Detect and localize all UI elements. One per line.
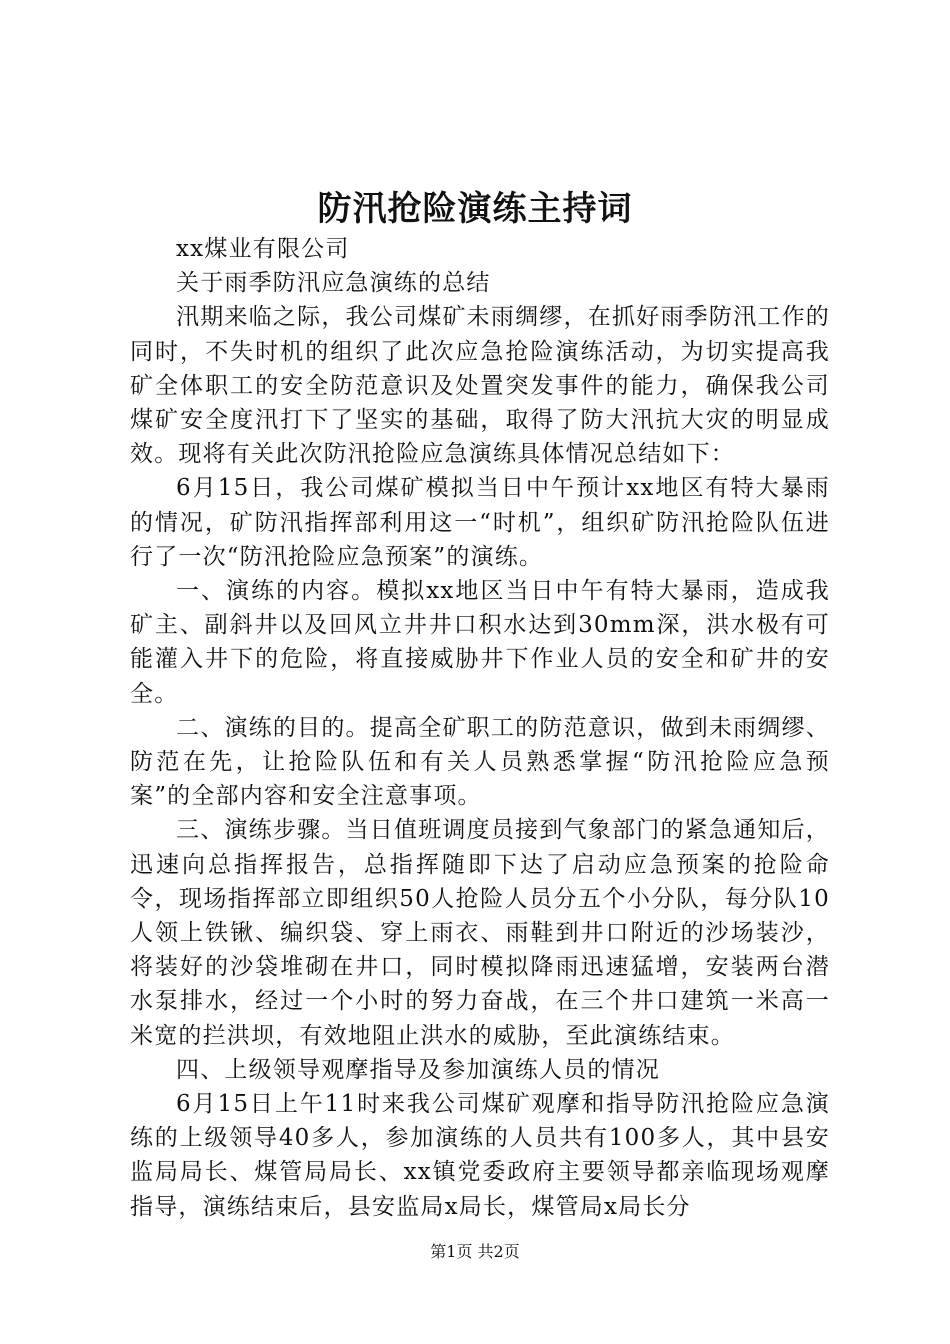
paragraph-intro: 汛期来临之际，我公司煤矿未雨绸缪，在抓好雨季防汛工作的同时，不失时机的组织了此次应急抢险演练活动，为切实提高我矿全体职工的安全防范意识及处置突发事件的能力，确保我公司煤矿安全度汛打下了坚实的基础，取得了防大汛抗大灾的明显成效。现将有关此次防汛抢险应急演练具体情况总结如下： <box>130 304 830 468</box>
company-line: xx煤业有限公司 <box>176 236 350 262</box>
paragraph-steps: 三、演练步骤。当日值班调度员接到气象部门的紧急通知后，迅速向总指挥报告，总指挥随即下达了启动应急预案的抢险命令，现场指挥部立即组织50人抢险人员分五个小分队，每分队10人领上铁锹、编织袋、穿上雨衣、雨鞋到井口附近的沙场装沙，将装好的沙袋堆砌在井口，同时模拟降雨迅速猛增，安装两台潜水泵排水，经过一个小时的努力奋战，在三个井口建筑一米高一米宽的拦洪坝，有效地阻止洪水的威胁，至此演练结束。 <box>130 817 830 1049</box>
page-footer: 第1页 共2页 <box>430 1242 520 1261</box>
document-title: 防汛抢险演练主持词 <box>317 189 633 229</box>
paragraph-overview: 6月15日，我公司煤矿模拟当日中午预计xx地区有特大暴雨的情况，矿防汛指挥部利用这一“时机”，组织矿防汛抢险队伍进行了一次“防汛抢险应急预案”的演练。 <box>130 475 830 570</box>
subtitle-line: 关于雨季防汛应急演练的总结 <box>176 270 491 297</box>
paragraph-purpose: 二、演练的目的。提高全矿职工的防范意识，做到未雨绸缪、防范在先，让抢险队伍和有关人员熟悉掌握“防汛抢险应急预案”的全部内容和安全注意事项。 <box>130 714 830 810</box>
document-body <box>130 232 830 1224</box>
paragraph-section-four-heading: 四、上级领导观摩指导及参加演练人员的情况 <box>176 1056 660 1083</box>
paragraph-content: 一、演练的内容。模拟xx地区当日中午有特大暴雨，造成我矿主、副斜井以及回风立井井口积水达到30mm深，洪水极有可能灌入井下的危险，将直接威胁井下作业人员的安全和矿井的安全。 <box>130 578 830 707</box>
paragraph-observers: 6月15日上午11时来我公司煤矿观摩和指导防汛抢险应急演练的上级领导40多人，参加演练的人员共有100多人，其中县安监局局长、煤管局局长、xx镇党委政府主要领导都亲临现场观摩指导，演练结束后，县安监局x局长，煤管局x局长分 <box>130 1091 830 1220</box>
